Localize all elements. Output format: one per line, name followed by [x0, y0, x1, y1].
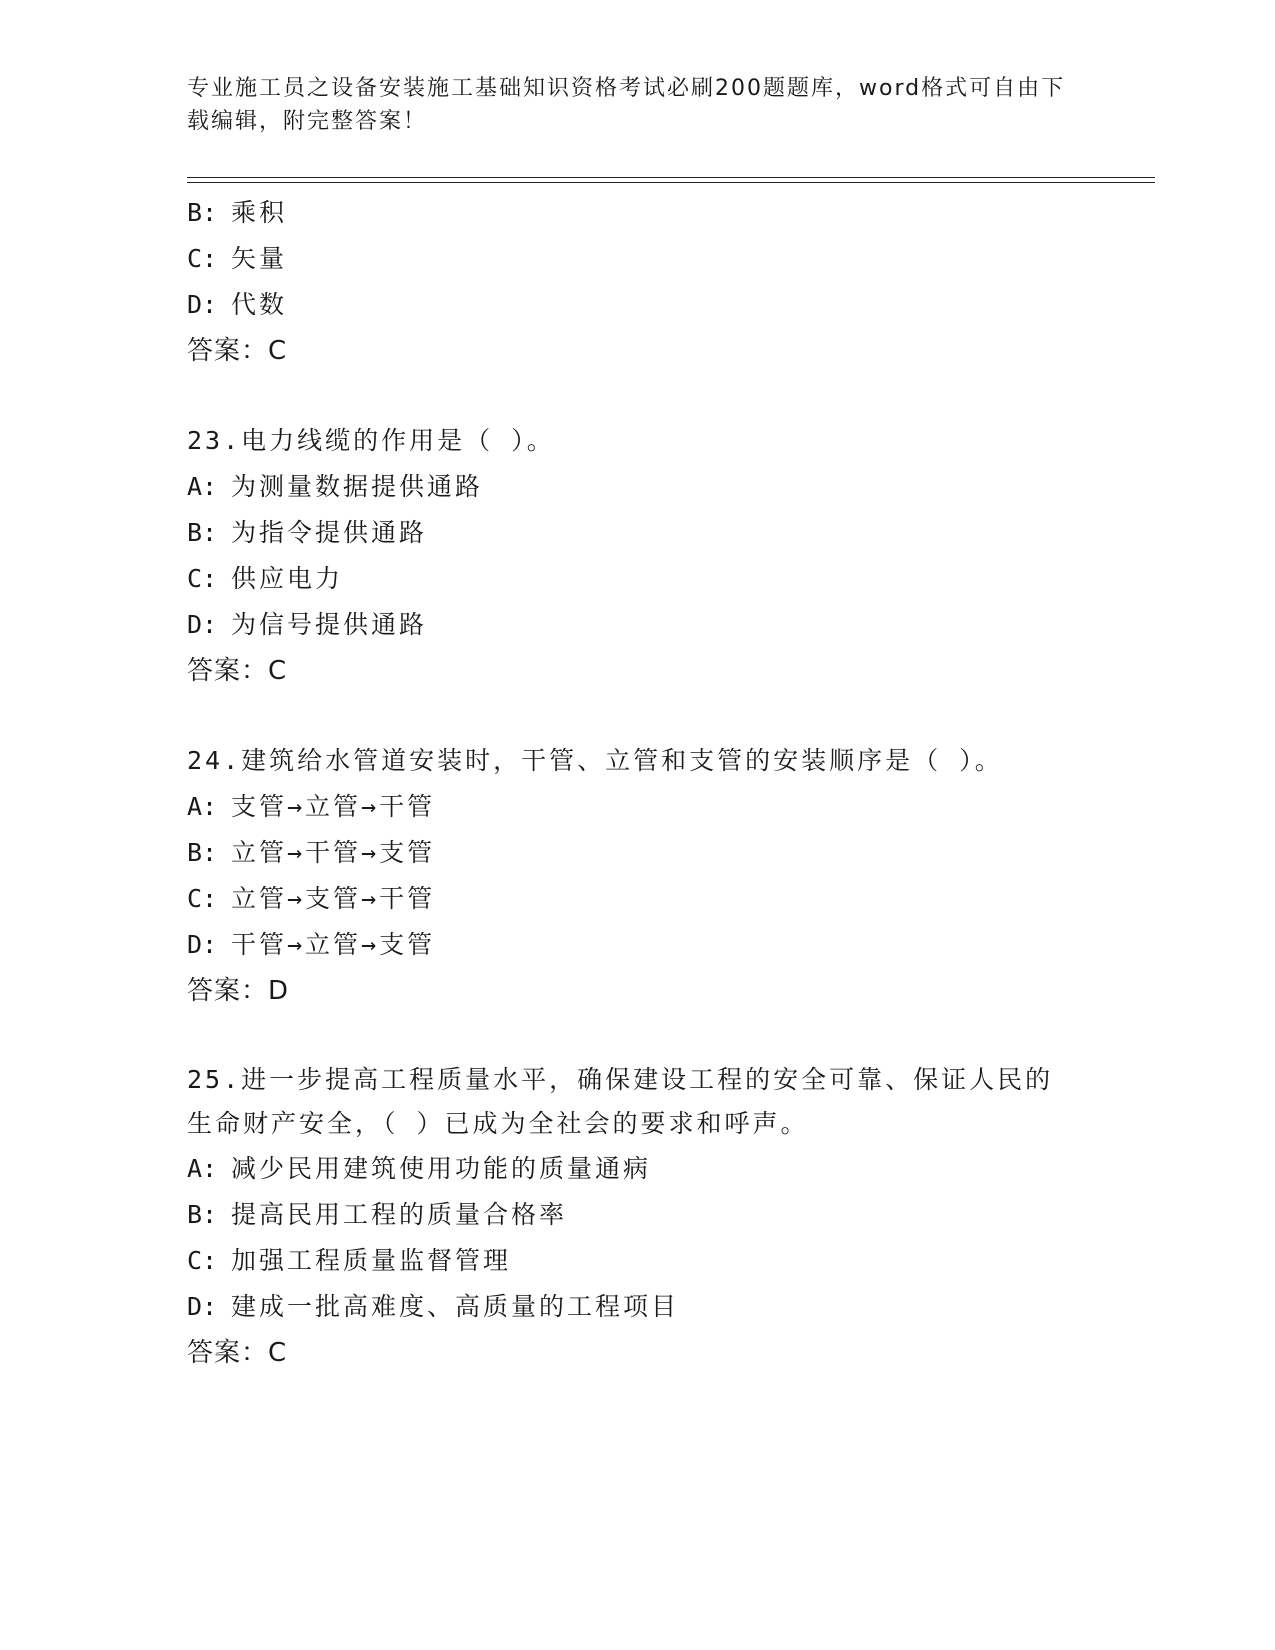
option-text: 提高民用工程的质量合格率	[231, 1200, 568, 1229]
question-stem: 23.电力线缆的作用是（ ）。	[187, 426, 555, 455]
option-text: 矢量	[231, 244, 288, 273]
option-d	[187, 282, 1147, 328]
option-text: 为信号提供通路	[231, 610, 428, 639]
option-text: 减少民用建筑使用功能的质量通病	[231, 1154, 652, 1183]
question-stem: 24.建筑给水管道安装时，干管、立管和支管的安装顺序是（ ）。	[187, 746, 1003, 775]
option-text: 加强工程质量监督管理	[231, 1246, 512, 1275]
option-d	[187, 922, 1147, 968]
option-letter: A:	[187, 472, 218, 501]
question-24	[187, 738, 1147, 1014]
option-b	[187, 510, 1147, 556]
option-a	[187, 784, 1147, 830]
spacer	[187, 374, 1147, 418]
option-letter: B:	[187, 1200, 218, 1229]
answer-line: 答案：D	[187, 976, 290, 1006]
option-letter: D:	[187, 290, 218, 319]
option-text: 支管→立管→干管	[231, 792, 436, 821]
option-text: 代数	[231, 290, 288, 319]
option-letter: D:	[187, 930, 218, 959]
question-stem: 25.进一步提高工程质量水平，确保建设工程的安全可靠、保证人民的生命财产安全，（ ）已成为全社会的要求和呼声。	[187, 1065, 1054, 1138]
option-b	[187, 1192, 1147, 1238]
header-rule-bottom	[187, 182, 1155, 183]
option-letter: C:	[187, 564, 218, 593]
question-23	[187, 418, 1147, 694]
option-text: 干管→立管→支管	[231, 930, 436, 959]
option-letter: D:	[187, 610, 218, 639]
option-text: 乘积	[231, 198, 288, 227]
answer-line: 答案：C	[187, 1338, 288, 1368]
option-letter: C:	[187, 1246, 218, 1275]
option-letter: A:	[187, 1154, 218, 1183]
option-c	[187, 236, 1147, 282]
answer-line: 答案：C	[187, 336, 288, 366]
option-d	[187, 1284, 1147, 1330]
option-text: 立管→支管→干管	[231, 884, 436, 913]
option-letter: A:	[187, 792, 218, 821]
option-letter: B:	[187, 838, 218, 867]
document-header: 专业施工员之设备安装施工基础知识资格考试必刷200题题库，word格式可自由下载编辑，附完整答案！	[187, 76, 1066, 134]
option-b	[187, 190, 1147, 236]
option-d	[187, 602, 1147, 648]
option-c	[187, 556, 1147, 602]
partial-question	[187, 190, 1147, 374]
option-letter: C:	[187, 884, 218, 913]
option-letter: B:	[187, 518, 218, 547]
option-text: 为测量数据提供通路	[231, 472, 484, 501]
option-text: 为指令提供通路	[231, 518, 428, 547]
option-letter: D:	[187, 1292, 218, 1321]
option-c	[187, 876, 1147, 922]
option-text: 建成一批高难度、高质量的工程项目	[231, 1292, 680, 1321]
option-b	[187, 830, 1147, 876]
spacer	[187, 1014, 1147, 1058]
option-letter: C:	[187, 244, 218, 273]
option-letter: B:	[187, 198, 218, 227]
header-rule-top	[187, 177, 1155, 178]
option-c	[187, 1238, 1147, 1284]
option-text: 立管→干管→支管	[231, 838, 436, 867]
question-content	[187, 190, 1147, 1376]
answer-line: 答案：C	[187, 656, 288, 686]
option-a	[187, 464, 1147, 510]
option-a	[187, 1146, 1147, 1192]
question-25	[187, 1058, 1147, 1376]
option-text: 供应电力	[231, 564, 344, 593]
spacer	[187, 694, 1147, 738]
